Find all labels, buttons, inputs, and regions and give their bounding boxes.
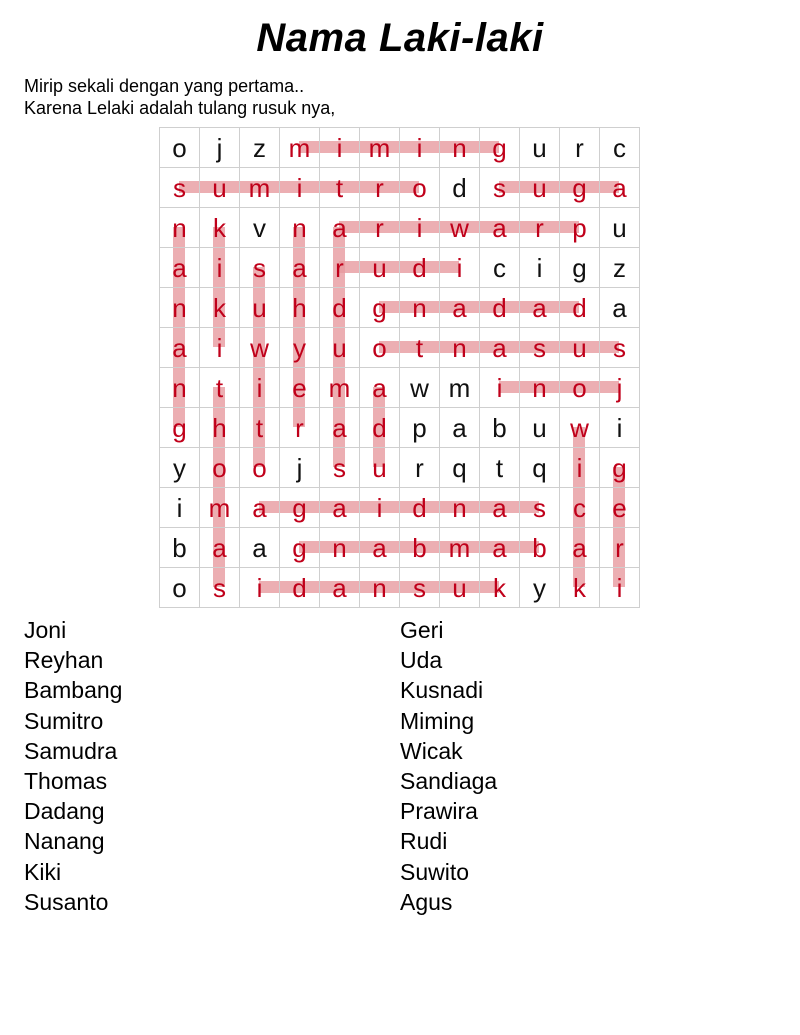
grid-cell-r6-c10[interactable]: o [560,368,600,408]
grid-cell-r6-c9[interactable]: n [520,368,560,408]
grid-cell-r9-c9[interactable]: s [520,488,560,528]
word-list-item: Nanang [24,828,105,855]
grid-cell-r9-c11[interactable]: e [600,488,640,528]
word-list-item: Kusnadi [400,677,484,704]
grid-cell-r7-c11[interactable]: i [600,408,640,448]
grid-cell-r11-c7[interactable]: u [440,568,480,608]
word-list-item: Reyhan [24,647,104,674]
grid-cell-r1-c2[interactable]: m [240,168,280,208]
grid-cell-r10-c8[interactable]: a [480,528,520,568]
word-list-item: Susanto [24,888,109,915]
grid-cell-r11-c2[interactable]: i [240,568,280,608]
grid-cell-r5-c5[interactable]: o [360,328,400,368]
grid-cell-r3-c7[interactable]: i [440,248,480,288]
word-list-item: Uda [400,647,443,674]
grid-cell-r1-c1[interactable]: u [200,168,240,208]
grid-cell-r2-c1[interactable]: k [200,208,240,248]
grid-cell-r2-c7[interactable]: w [440,208,480,248]
grid-cell-r6-c1[interactable]: t [200,368,240,408]
subtitle-line-1: Mirip sekali dengan yang pertama.. [24,76,305,96]
grid-cell-r7-c2[interactable]: t [240,408,280,448]
grid-cell-r9-c7[interactable]: n [440,488,480,528]
grid-cell-r2-c11[interactable]: u [600,208,640,248]
grid-cell-r11-c6[interactable]: s [400,568,440,608]
grid-cell-r2-c0[interactable]: n [160,208,200,248]
grid-cell-r7-c3[interactable]: r [280,408,320,448]
grid-cell-r0-c4[interactable]: i [320,128,360,168]
grid-cell-r1-c5[interactable]: r [360,168,400,208]
grid-cell-r0-c11[interactable]: c [600,128,640,168]
grid-cell-r5-c6[interactable]: t [400,328,440,368]
grid-cell-r10-c7[interactable]: m [440,528,480,568]
grid-cell-r1-c11[interactable]: a [600,168,640,208]
grid-cell-r7-c5[interactable]: d [360,408,400,448]
grid-cell-r8-c11[interactable]: g [600,448,640,488]
grid-cell-r11-c11[interactable]: i [600,568,640,608]
grid-cell-r11-c0[interactable]: o [160,568,200,608]
grid-cell-r7-c8[interactable]: b [480,408,520,448]
grid-cell-r2-c9[interactable]: r [520,208,560,248]
word-search-puzzle [159,127,640,608]
grid-cell-r6-c2[interactable]: i [240,368,280,408]
word-list-item: Sandiaga [400,768,498,795]
grid-cell-r1-c4[interactable]: t [320,168,360,208]
grid-cell-r1-c8[interactable]: s [480,168,520,208]
grid-cell-r11-c10[interactable]: k [560,568,600,608]
grid-cell-r11-c3[interactable]: d [280,568,320,608]
grid-cell-r8-c8[interactable]: t [480,448,520,488]
grid-cell-r9-c2[interactable]: a [240,488,280,528]
grid-cell-r7-c4[interactable]: a [320,408,360,448]
subtitle-line-2: Karena Lelaki adalah tulang rusuk nya, [24,98,336,118]
grid-cell-r4-c10[interactable]: d [560,288,600,328]
grid-cell-r10-c10[interactable]: a [560,528,600,568]
grid-cell-r3-c2[interactable]: s [240,248,280,288]
grid-cell-r1-c9[interactable]: u [520,168,560,208]
grid-cell-r0-c9[interactable]: u [520,128,560,168]
grid-cell-r0-c3[interactable]: m [280,128,320,168]
grid-cell-r4-c11[interactable]: a [600,288,640,328]
grid-cell-r9-c0[interactable]: i [160,488,200,528]
letter-grid [159,127,640,608]
word-list-item: Dadang [24,798,105,825]
word-list-column-2 [400,615,497,917]
grid-cell-r10-c0[interactable]: b [160,528,200,568]
grid-cell-r6-c8[interactable]: i [480,368,520,408]
word-list-item: Samudra [24,737,118,764]
grid-cell-r5-c7[interactable]: n [440,328,480,368]
grid-cell-r5-c3[interactable]: y [280,328,320,368]
grid-cell-r0-c6[interactable]: i [400,128,440,168]
grid-cell-r8-c0[interactable]: y [160,448,200,488]
grid-cell-r4-c6[interactable]: n [400,288,440,328]
grid-cell-r10-c5[interactable]: a [360,528,400,568]
grid-cell-r7-c10[interactable]: w [560,408,600,448]
grid-cell-r1-c6[interactable]: o [400,168,440,208]
grid-cell-r6-c0[interactable]: n [160,368,200,408]
grid-cell-r3-c8[interactable]: c [480,248,520,288]
grid-cell-r11-c1[interactable]: s [200,568,240,608]
grid-cell-r5-c10[interactable]: u [560,328,600,368]
grid-cell-r6-c7[interactable]: m [440,368,480,408]
grid-cell-r5-c2[interactable]: w [240,328,280,368]
grid-cell-r3-c9[interactable]: i [520,248,560,288]
grid-cell-r5-c9[interactable]: s [520,328,560,368]
grid-cell-r6-c11[interactable]: j [600,368,640,408]
grid-cell-r8-c2[interactable]: o [240,448,280,488]
word-list-item: Rudi [400,828,448,855]
grid-cell-r5-c1[interactable]: i [200,328,240,368]
grid-cell-r0-c8[interactable]: g [480,128,520,168]
grid-cell-r3-c4[interactable]: r [320,248,360,288]
word-list-item: Sumitro [24,707,104,734]
grid-cell-r11-c9[interactable]: y [520,568,560,608]
grid-cell-r3-c6[interactable]: d [400,248,440,288]
grid-cell-r8-c10[interactable]: i [560,448,600,488]
grid-cell-r0-c0[interactable]: o [160,128,200,168]
grid-cell-r3-c5[interactable]: u [360,248,400,288]
grid-cell-r4-c7[interactable]: a [440,288,480,328]
word-list-item: Prawira [400,798,478,825]
word-list-item: Geri [400,617,444,643]
grid-cell-r1-c10[interactable]: g [560,168,600,208]
grid-cell-r5-c0[interactable]: a [160,328,200,368]
grid-cell-r0-c1[interactable]: j [200,128,240,168]
word-list-item: Bambang [24,677,123,704]
grid-cell-r1-c7[interactable]: d [440,168,480,208]
word-list-item: Joni [24,617,67,643]
grid-cell-r9-c10[interactable]: c [560,488,600,528]
grid-cell-r7-c9[interactable]: u [520,408,560,448]
grid-cell-r11-c5[interactable]: n [360,568,400,608]
grid-cell-r10-c4[interactable]: n [320,528,360,568]
word-list-item: Thomas [24,768,108,795]
word-list-item: Wicak [400,737,463,764]
word-list-item: Agus [400,888,453,915]
grid-cell-r5-c4[interactable]: u [320,328,360,368]
grid-cell-r3-c11[interactable]: z [600,248,640,288]
grid-cell-r2-c10[interactable]: p [560,208,600,248]
grid-cell-r6-c3[interactable]: e [280,368,320,408]
grid-cell-r4-c4[interactable]: d [320,288,360,328]
grid-cell-r5-c11[interactable]: s [600,328,640,368]
grid-cell-r2-c5[interactable]: r [360,208,400,248]
grid-cell-r4-c1[interactable]: k [200,288,240,328]
grid-cell-r9-c4[interactable]: a [320,488,360,528]
grid-cell-r8-c5[interactable]: u [360,448,400,488]
grid-cell-r2-c3[interactable]: n [280,208,320,248]
grid-cell-r10-c9[interactable]: b [520,528,560,568]
grid-cell-r7-c1[interactable]: h [200,408,240,448]
word-list-item: Suwito [400,858,470,885]
grid-cell-r5-c8[interactable]: a [480,328,520,368]
grid-cell-r8-c6[interactable]: r [400,448,440,488]
grid-cell-r2-c8[interactable]: a [480,208,520,248]
grid-cell-r10-c6[interactable]: b [400,528,440,568]
grid-cell-r9-c6[interactable]: d [400,488,440,528]
word-list-item: Kiki [24,858,62,885]
page-title: Nama Laki-laki [256,16,544,60]
grid-cell-r9-c1[interactable]: m [200,488,240,528]
grid-cell-r2-c6[interactable]: i [400,208,440,248]
grid-cell-r1-c3[interactable]: i [280,168,320,208]
grid-cell-r8-c4[interactable]: s [320,448,360,488]
grid-cell-r3-c1[interactable]: i [200,248,240,288]
grid-cell-r6-c4[interactable]: m [320,368,360,408]
grid-cell-r9-c3[interactable]: g [280,488,320,528]
word-list-item: Miming [400,707,475,734]
grid-cell-r7-c7[interactable]: a [440,408,480,448]
grid-cell-r7-c6[interactable]: p [400,408,440,448]
grid-cell-r9-c5[interactable]: i [360,488,400,528]
grid-cell-r11-c8[interactable]: k [480,568,520,608]
grid-cell-r4-c2[interactable]: u [240,288,280,328]
grid-cell-r6-c6[interactable]: w [400,368,440,408]
grid-cell-r2-c4[interactable]: a [320,208,360,248]
word-list-column-1 [24,615,122,917]
grid-cell-r10-c2[interactable]: a [240,528,280,568]
grid-cell-r10-c1[interactable]: a [200,528,240,568]
grid-cell-r2-c2[interactable]: v [240,208,280,248]
grid-cell-r8-c3[interactable]: j [280,448,320,488]
grid-cell-r0-c7[interactable]: n [440,128,480,168]
grid-cell-r8-c7[interactable]: q [440,448,480,488]
grid-cell-r4-c5[interactable]: g [360,288,400,328]
grid-cell-r10-c11[interactable]: r [600,528,640,568]
grid-cell-r1-c0[interactable]: s [160,168,200,208]
grid-cell-r8-c1[interactable]: o [200,448,240,488]
grid-cell-r10-c3[interactable]: g [280,528,320,568]
grid-cell-r7-c0[interactable]: g [160,408,200,448]
grid-cell-r8-c9[interactable]: q [520,448,560,488]
grid-cell-r4-c3[interactable]: h [280,288,320,328]
grid-cell-r9-c8[interactable]: a [480,488,520,528]
grid-cell-r0-c2[interactable]: z [240,128,280,168]
grid-cell-r11-c4[interactable]: a [320,568,360,608]
grid-cell-r0-c10[interactable]: r [560,128,600,168]
grid-cell-r4-c9[interactable]: a [520,288,560,328]
grid-cell-r3-c10[interactable]: g [560,248,600,288]
grid-cell-r4-c0[interactable]: n [160,288,200,328]
grid-cell-r3-c0[interactable]: a [160,248,200,288]
grid-cell-r6-c5[interactable]: a [360,368,400,408]
grid-cell-r0-c5[interactable]: m [360,128,400,168]
grid-cell-r4-c8[interactable]: d [480,288,520,328]
grid-cell-r3-c3[interactable]: a [280,248,320,288]
